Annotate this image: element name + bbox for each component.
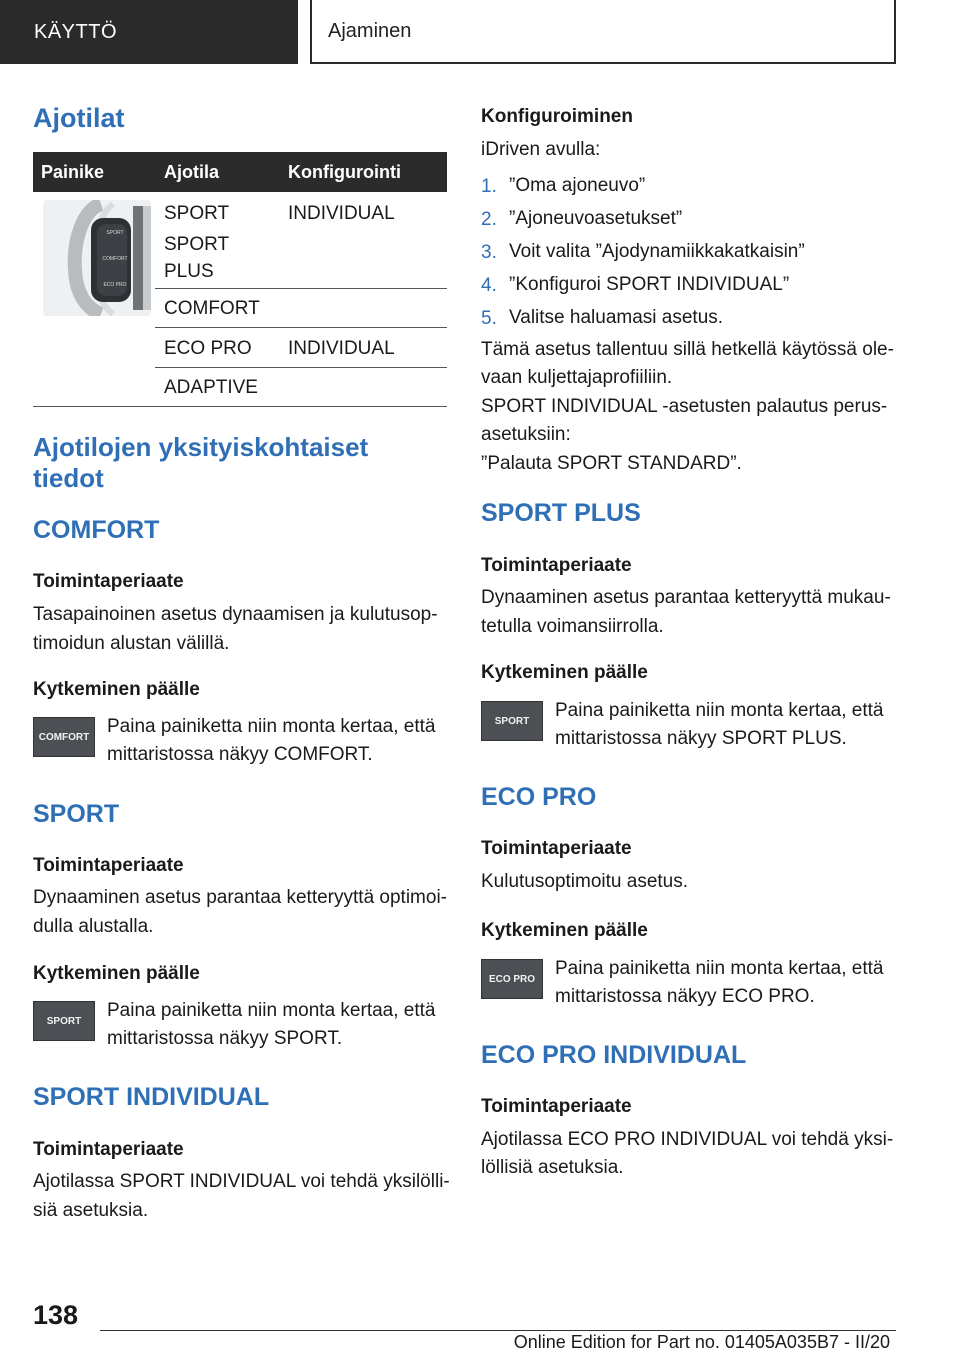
header-chapter xyxy=(310,0,896,64)
steer-label-ecopro: ECO PRO xyxy=(103,282,127,288)
sport-on-heading: Kytkeminen päälle xyxy=(33,963,200,984)
comfort-button-image: COMFORT xyxy=(33,717,95,757)
sport-plus-title: SPORT PLUS xyxy=(481,499,641,527)
header-section-label: KÄYTTÖ xyxy=(34,20,118,43)
sport-individual-principle-line2: siä asetuksia. xyxy=(33,1200,149,1221)
steering-buttons-image xyxy=(43,200,151,316)
page-title: Ajotilat xyxy=(33,103,125,133)
sport-plus-principle-line1: Dynaaminen asetus parantaa ketteryyttä mukau‐ xyxy=(481,587,891,608)
step-number: 5. xyxy=(481,308,497,329)
table-cell-mode-comfort: COMFORT xyxy=(164,298,260,319)
step-number: 2. xyxy=(481,209,497,230)
table-row-divider xyxy=(155,288,447,289)
eco-pro-principle-line1: Kulutusoptimoitu asetus. xyxy=(481,871,689,892)
table-cell-mode-ecopro: ECO PRO xyxy=(164,338,252,359)
sport-plus-principle-line2: tetulla voimansiirrolla. xyxy=(481,616,664,637)
footer-edition: Online Edition for Part no. 01405A035B7 - II/20 xyxy=(513,1332,890,1352)
table-cell-mode-adaptive: ADAPTIVE xyxy=(164,377,258,398)
sport-on-line2: mittaristossa näkyy SPORT. xyxy=(107,1028,343,1049)
modes-table xyxy=(33,152,447,398)
eco-pro-on-heading: Kytkeminen päälle xyxy=(481,920,648,941)
table-bottom-border xyxy=(33,406,447,407)
sport-individual-principle-line1: Ajotilassa SPORT INDIVIDUAL voi tehdä yksilölli‐ xyxy=(33,1171,450,1192)
header-chapter-label: Ajaminen xyxy=(328,19,412,42)
table-cell-mode-sportplus: SPORT PLUS xyxy=(164,234,229,282)
comfort-principle-line1: Tasapainoinen asetus dynaamisen ja kulutusop‐ xyxy=(33,604,438,625)
sport-principle-line2: dulla alustalla. xyxy=(33,916,154,937)
step-text: ”Oma ajoneuvo” xyxy=(509,175,646,196)
eco-pro-individual-principle-line2: löllisiä asetuksia. xyxy=(481,1157,624,1178)
sport-plus-button-image: SPORT xyxy=(481,701,543,741)
comfort-on-line2: mittaristossa näkyy COMFORT. xyxy=(107,744,373,765)
step-text: Voit valita ”Ajodynamiikkakatkaisin” xyxy=(509,241,805,262)
config-intro: iDriven avulla: xyxy=(481,139,601,160)
comfort-on-line1: Paina painiketta niin monta kertaa, että xyxy=(107,716,436,737)
steer-label-comfort: COMFORT xyxy=(102,256,128,262)
sport-plus-on-line2: mittaristossa näkyy SPORT PLUS. xyxy=(555,728,847,749)
saved-line1: Tämä asetus tallentuu sillä hetkellä käytössä ole‐ xyxy=(481,339,894,360)
header-section xyxy=(0,0,298,64)
table-header-mode: Ajotila xyxy=(164,162,220,182)
eco-pro-individual-principle-heading: Toimintaperiaate xyxy=(481,1096,632,1117)
page-number: 138 xyxy=(33,1300,79,1330)
step-text: Valitse haluamasi asetus. xyxy=(509,307,724,328)
table-row-divider xyxy=(155,327,447,328)
table-header-config: Konfigurointi xyxy=(288,162,401,182)
table-cell-mode-sport: SPORT xyxy=(164,203,230,224)
step-number: 4. xyxy=(481,275,497,296)
details-title-line1: Ajotilojen yksityiskohtaiset xyxy=(33,432,369,462)
step-text: ”Konfiguroi SPORT INDIVIDUAL” xyxy=(509,274,790,295)
sport-plus-on-heading: Kytkeminen päälle xyxy=(481,662,648,683)
sport-button-image: SPORT xyxy=(33,1001,95,1041)
table-row-divider xyxy=(155,367,447,368)
eco-pro-principle-heading: Toimintaperiaate xyxy=(481,838,632,859)
comfort-title: COMFORT xyxy=(33,516,160,544)
comfort-principle-heading: Toimintaperiaate xyxy=(33,571,184,592)
comfort-on-heading: Kytkeminen päälle xyxy=(33,679,200,700)
eco-pro-button-image: ECO PRO xyxy=(481,959,543,999)
details-title-line2: tiedot xyxy=(33,463,104,493)
sport-on-line1: Paina painiketta niin monta kertaa, että xyxy=(107,1000,436,1021)
step-text: ”Ajoneuvoasetukset” xyxy=(509,208,683,229)
eco-pro-on-line2: mittaristossa näkyy ECO PRO. xyxy=(555,986,815,1007)
table-cell-config-sport: INDIVIDUAL xyxy=(288,203,395,224)
steering-buttons-illustration xyxy=(43,200,151,316)
step-number: 3. xyxy=(481,242,497,263)
footer-divider xyxy=(100,1330,896,1331)
eco-pro-title: ECO PRO xyxy=(481,783,597,811)
sport-principle-heading: Toimintaperiaate xyxy=(33,855,184,876)
steer-label-sport: SPORT xyxy=(106,230,124,236)
step-number: 1. xyxy=(481,176,497,197)
eco-pro-individual-title: ECO PRO INDIVIDUAL xyxy=(481,1041,747,1069)
sport-individual-title: SPORT INDIVIDUAL xyxy=(33,1083,270,1111)
eco-pro-on-line1: Paina painiketta niin monta kertaa, että xyxy=(555,958,884,979)
table-header xyxy=(33,152,447,192)
table-header-button: Painike xyxy=(41,162,105,182)
sport-title: SPORT xyxy=(33,800,120,828)
reset-line2: asetuksiin: xyxy=(481,424,571,445)
sport-plus-on-line1: Paina painiketta niin monta kertaa, että xyxy=(555,700,884,721)
reset-line1: SPORT INDIVIDUAL -asetusten palautus perus‐ xyxy=(481,396,888,417)
eco-pro-individual-principle-line1: Ajotilassa ECO PRO INDIVIDUAL voi tehdä yksi‐ xyxy=(481,1129,894,1150)
sport-principle-line1: Dynaaminen asetus parantaa ketteryyttä optimoi‐ xyxy=(33,887,447,908)
comfort-principle-line2: timoidun alustan välillä. xyxy=(33,633,230,654)
reset-line3: ”Palauta SPORT STANDARD”. xyxy=(481,453,742,474)
sport-plus-principle-heading: Toimintaperiaate xyxy=(481,555,632,576)
table-cell-config-ecopro: INDIVIDUAL xyxy=(288,338,395,359)
sport-individual-principle-heading: Toimintaperiaate xyxy=(33,1139,184,1160)
config-heading: Konfiguroiminen xyxy=(481,106,633,127)
saved-line2: vaan kuljettajaprofiiliin. xyxy=(481,367,673,388)
